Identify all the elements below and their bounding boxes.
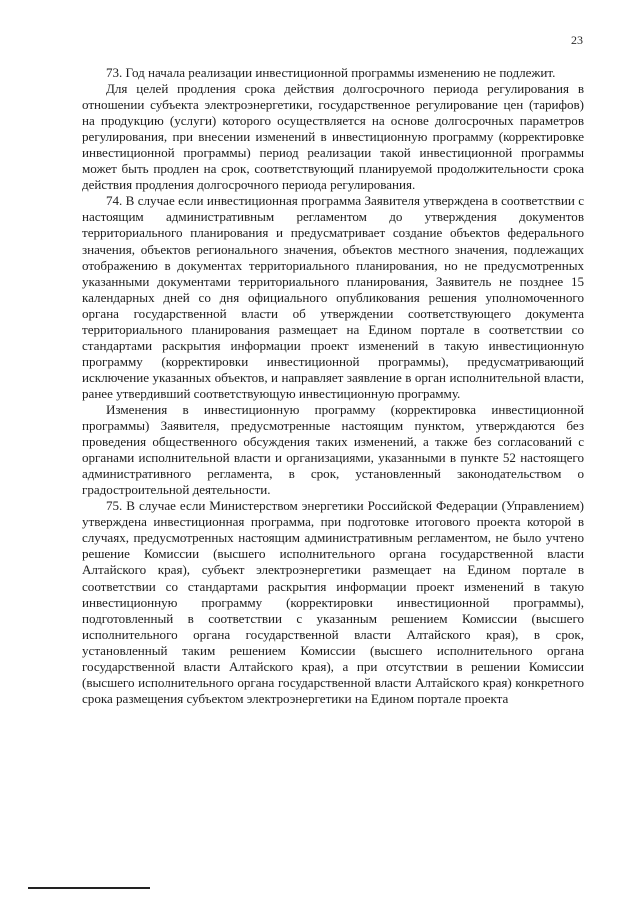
paragraph-74-continued: Изменения в инвестиционную программу (корректировка инвестиционной программы) Заявителя, предусмотренные настоящим пунктом, утверждаются без проведения общественного обсуждения таких изменений, а также без согласований с органами исполнительной власти и организациями, указанными в пункте 52 настоящего административного регламента, в срок, установленный законодательством о градостроительной деятельности. — [82, 401, 584, 498]
document-body — [82, 65, 584, 707]
paragraph-74: 74. В случае если инвестиционная программа Заявителя утверждена в соответствии с настоящим административным регламентом до утверждения документов территориального планирования и предусматривает создание объектов федерального значения, объектов регионального значения, объектов местного значения, подлежащих отображению в документах территориального планирования, но не предусмотренных указанными документами территориального планирования, Заявитель не позднее 15 календарных дней со дня официального опубликования решения уполномоченного органа государственной власти об утверждении соответствующего документа территориального планирования размещает на Едином портале в соответствии со стандартами раскрытия информации проект изменений в такую инвестиционную программу (корректировки инвестиционной программы), предусматривающий исключение указанных объектов, и направляет заявление в орган исполнительной власти, ранее утвердивший соответствующую инвестиционную программу. — [82, 193, 584, 401]
page-number: 23 — [571, 33, 583, 47]
footnote-rule — [28, 887, 150, 889]
paragraph-73: 73. Год начала реализации инвестиционной программы изменению не подлежит. — [106, 65, 556, 80]
paragraph-75: 75. В случае если Министерством энергетики Российской Федерации (Управлением) утверждена инвестиционная программа, при подготовке итогового проекта которой в случаях, предусмотренных настоящим административным регламентом, не было учтено решение Комиссии (высшего исполнительного органа государственной власти Алтайского края), субъект электроэнергетики размещает на Едином портале в соответствии со стандартами раскрытия информации проект изменений в такую инвестиционную программу (корректировки инвестиционной программы), подготовленный в соответствии с указанным решением Комиссии (высшего исполнительного органа государственной власти Алтайского края), в срок, установленный таким решением Комиссии (высшего исполнительного органа государственной власти Алтайского края), а при отсутствии в решении Комиссии (высшего исполнительного органа государственной власти Алтайского края) конкретного срока размещения субъектом электроэнергетики на Едином портале проекта — [82, 498, 584, 706]
paragraph-73-continued: Для целей продления срока действия долгосрочного периода регулирования в отношении субъекта электроэнергетики, государственное регулирование цен (тарифов) на продукцию (услуги) которого осуществляется на основе долгосрочных параметров регулирования, при внесении изменений в инвестиционную программу (корректировке инвестиционной программы) период реализации такой инвестиционной программы может быть продлен на срок, соответствующий планируемой продолжительности срока действия продления долгосрочного периода регулирования. — [82, 81, 584, 193]
